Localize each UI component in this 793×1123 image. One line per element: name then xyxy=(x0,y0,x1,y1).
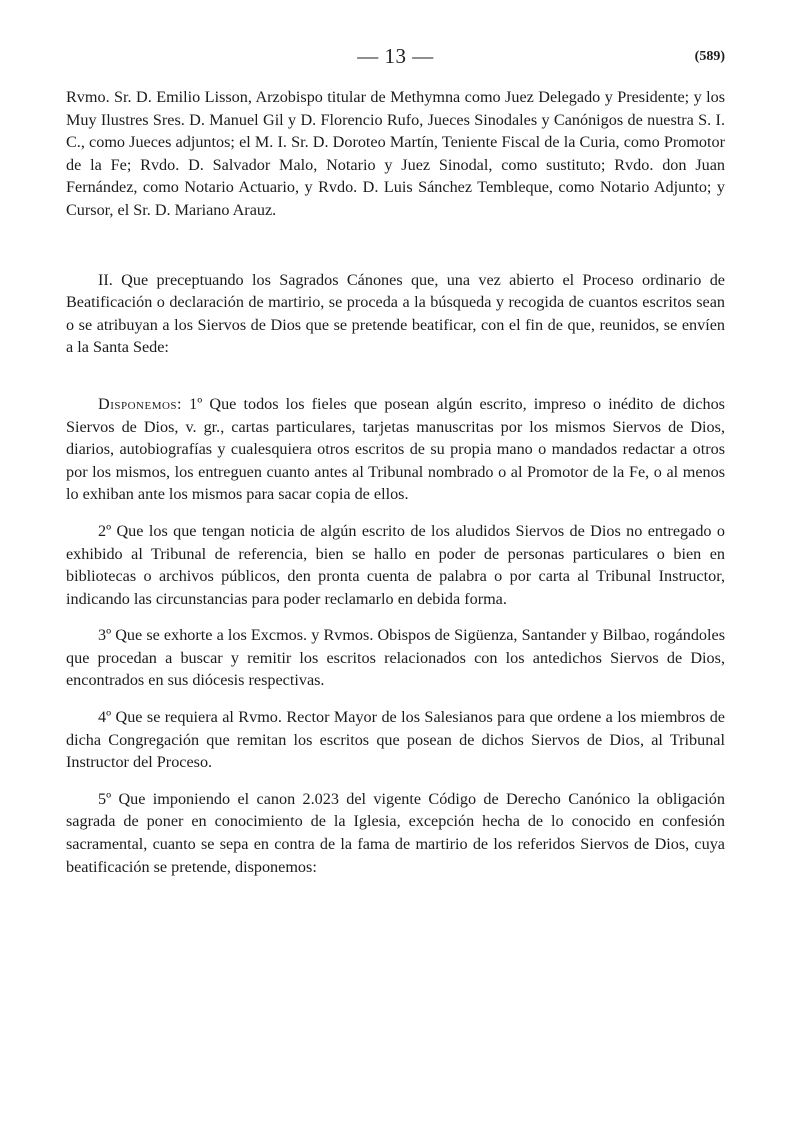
paragraph-disposition-5: 5º Que imponiendo el canon 2.023 del vigente Código de Derecho Canónico la obligación sagrada de poner en conocimiento de la Iglesia, excepción hecha de lo conocido en confesión sacramental, cuanto se sepa en contra de la fama de martirio de los referidos Siervos de Dios, cuya beatificación se pretende, disponemos: xyxy=(66,789,725,876)
paragraph-disposition-3: 3º Que se exhorte a los Excmos. y Rvmos. Obispos de Sigüenza, Santander y Bilbao, rogándoles que procedan a buscar y remitir los escritos relacionados con los antedichos Siervos de Dios, encontrados en sus diócesis respectivas. xyxy=(66,626,725,690)
disponemos-lead: Disponemos: xyxy=(98,394,183,413)
paragraph-disposition-2: 2º Que los que tengan noticia de algún escrito de los aludidos Siervos de Dios no entregado o exhibido al Tribunal de referencia, bien se hallo en poder de personas particulares o bien en bibliotecas o archivos públicos, den pronta cuenta de palabra o por carta al Tribunal Instructor, indicando las circunstancias para poder reclamarlo en debida forma. xyxy=(66,521,725,608)
disposition-1-text: 1º Que todos los fieles que posean algún escrito, impreso o inédito de dichos Siervos de Dios, v. gr., cartas particulares, tarjetas manuscritas por los mismos Siervos de Dios, diarios, autobiografías y cualesquiera otros escritos de su propia mano o mandados redactar a otros por los mismos, los entreguen cuanto antes al Tribunal nombrado o al Promotor de la Fe, o al menos lo exhiban ante los mismos para sacar copia de ellos. xyxy=(66,394,725,504)
page-header xyxy=(66,44,725,84)
paragraph-section-ii: II. Que preceptuando los Sagrados Cánones que, una vez abierto el Proceso ordinario de Beatificación o declaración de martirio, se proceda a la búsqueda y recogida de cuantos escritos sean o se atribuyan a los Siervos de Dios que se pretende beatificar, con el fin de que, reunidos, se envíen a la Santa Sede: xyxy=(66,270,725,357)
paragraph-disposition-1 xyxy=(66,393,725,506)
page-number: — 13 — xyxy=(357,44,434,68)
paragraph-tribunal-members: Rvmo. Sr. D. Emilio Lisson, Arzobispo titular de Methymna como Juez Delegado y Presidente; y los Muy Ilustres Sres. D. Manuel Gil y D. Florencio Rufo, Jueces Sinodales y Canónigos de nuestra S. I. C., como Jueces adjuntos; el M. I. Sr. D. Doroteo Martín, Teniente Fiscal de la Curia, como Promotor de la Fe; Rvdo. D. Salvador Malo, Notario y Juez Sinodal, como sustituto; Rvdo. don Juan Fernández, como Notario Actuario, y Rvdo. D. Luis Sánchez Tembleque, como Notario Adjunto; y Cursor, el Sr. D. Mariano Arauz. xyxy=(66,88,725,219)
document-page xyxy=(66,44,725,878)
paragraph-disposition-4: 4º Que se requiera al Rvmo. Rector Mayor de los Salesianos para que ordene a los miembros de dicha Congregación que remitan los escritos que posean de dichos Siervos de Dios, al Tribunal Instructor del Proceso. xyxy=(66,708,725,772)
folio-number: (589) xyxy=(694,49,725,64)
